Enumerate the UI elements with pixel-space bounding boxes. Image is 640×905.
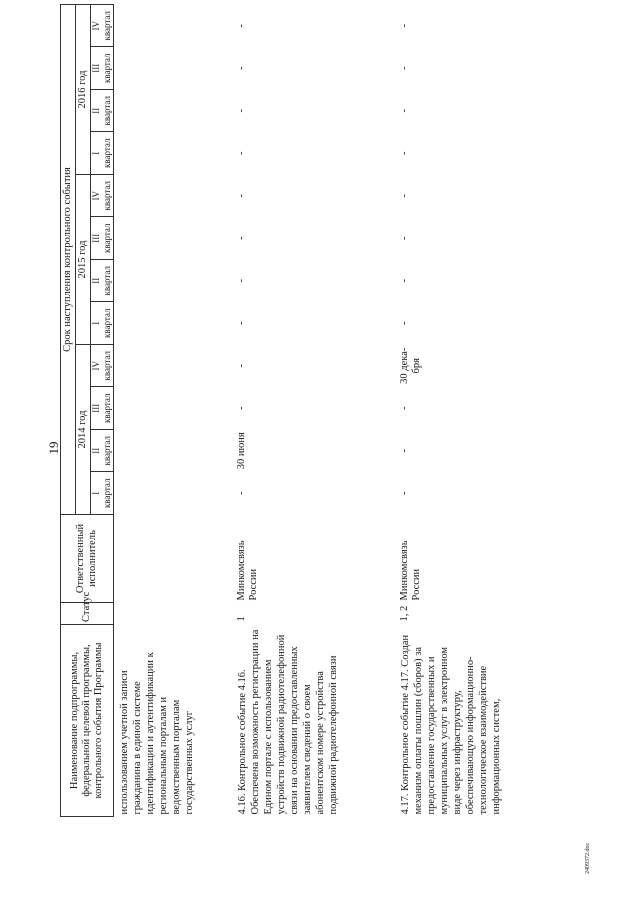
row-value: - bbox=[398, 279, 410, 283]
row-executor bbox=[114, 515, 232, 603]
row-value: - bbox=[235, 364, 247, 368]
row-value: 30 дека-бря bbox=[398, 347, 422, 384]
row-value bbox=[114, 4, 232, 47]
table-row bbox=[232, 4, 395, 816]
footer-filename: 2409372.doc bbox=[585, 842, 591, 874]
row-value: - bbox=[398, 321, 410, 325]
row-value: - bbox=[398, 194, 410, 198]
row-name: использованием учетной записи гражданина в единой системе идентификации и аутентификации к региональным порталам и ведомственным порталам государственных услуг bbox=[119, 652, 195, 815]
row-name: 4.17. Контрольное событие 4.17. Создан механизм оплаты пошлин (сборов) за предоставление государственных и муниципальных услуг в электронном виде через инфраструктуру, обеспечивающую информационно-технологическое взаимодействие информационных систем, bbox=[399, 634, 502, 815]
row-status: 1 bbox=[235, 616, 247, 622]
row-value bbox=[114, 175, 232, 218]
row-value: - bbox=[398, 491, 410, 495]
header-quarter: IV квартал bbox=[91, 4, 114, 47]
row-status: 1, 2 bbox=[398, 605, 410, 622]
header-quarter: III квартал bbox=[91, 47, 114, 90]
row-value: - bbox=[398, 236, 410, 240]
header-year-2014: 2014 год bbox=[76, 345, 91, 515]
header-quarter: III квартал bbox=[91, 217, 114, 260]
header-quarter: I квартал bbox=[91, 132, 114, 175]
row-value bbox=[114, 302, 232, 345]
table-row bbox=[395, 4, 605, 816]
row-value bbox=[114, 472, 232, 515]
row-executor: Минкомсвязь России bbox=[398, 540, 422, 601]
row-value bbox=[114, 430, 232, 473]
row-value: - bbox=[235, 321, 247, 325]
header-quarter: III квартал bbox=[91, 387, 114, 430]
row-value bbox=[114, 387, 232, 430]
row-value: - bbox=[398, 449, 410, 453]
row-value bbox=[114, 260, 232, 303]
row-value bbox=[114, 217, 232, 260]
row-value: - bbox=[235, 151, 247, 155]
row-value: - bbox=[235, 491, 247, 495]
row-value: - bbox=[235, 66, 247, 70]
header-year-2015: 2015 год bbox=[76, 175, 91, 345]
row-name: 4.16. Контрольное событие 4.16. Обеспечена возможность регистрации на Едином портале с использованием устройств подвижной радиотелефонной связи на основании предоставленных заявителем сведений о своем абонентском номере устройства подвижной радиотелефонной связи bbox=[236, 629, 339, 815]
row-value bbox=[114, 132, 232, 175]
row-value: - bbox=[235, 236, 247, 240]
row-value bbox=[114, 47, 232, 90]
row-value bbox=[114, 345, 232, 388]
page-number: 19 bbox=[46, 441, 61, 455]
header-year-2016: 2016 год bbox=[76, 4, 91, 174]
control-events-table bbox=[60, 4, 605, 817]
header-quarter: II квартал bbox=[91, 90, 114, 133]
row-value bbox=[114, 90, 232, 133]
header-quarter: I квартал bbox=[91, 302, 114, 345]
row-value: - bbox=[235, 109, 247, 113]
row-status bbox=[114, 603, 232, 625]
header-quarter: II квартал bbox=[91, 430, 114, 473]
header-status: Статус bbox=[61, 603, 114, 625]
header-quarter: IV квартал bbox=[91, 175, 114, 218]
header-executor: Ответственный исполнитель bbox=[61, 515, 114, 603]
row-value: - bbox=[235, 406, 247, 410]
row-value: - bbox=[398, 66, 410, 70]
row-value: - bbox=[235, 279, 247, 283]
rotated-table-container bbox=[60, 0, 640, 825]
row-value: - bbox=[398, 151, 410, 155]
row-value: - bbox=[398, 24, 410, 28]
row-executor: Минкомсвязь России bbox=[235, 540, 259, 601]
header-name: Наименование подпрограммы, федеральной целевой программы, контрольного события Программы bbox=[61, 625, 114, 817]
row-value: - bbox=[235, 194, 247, 198]
row-value: 30 июня bbox=[235, 432, 247, 470]
header-quarter: IV квартал bbox=[91, 345, 114, 388]
header-quarter: I квартал bbox=[91, 472, 114, 515]
header-timeline: Срок наступления контрольного события bbox=[61, 4, 76, 514]
row-value: - bbox=[398, 109, 410, 113]
header-quarter: II квартал bbox=[91, 260, 114, 303]
table-row bbox=[114, 4, 232, 816]
row-value: - bbox=[235, 24, 247, 28]
row-value: - bbox=[398, 406, 410, 410]
